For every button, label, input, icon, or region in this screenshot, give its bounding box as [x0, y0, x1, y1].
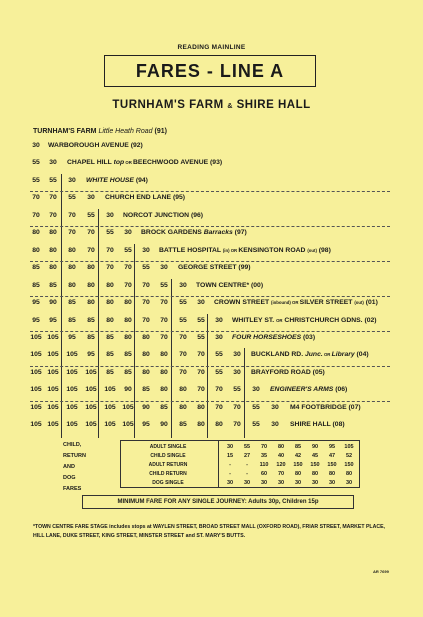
stage-name	[232, 334, 315, 341]
fare-type-value: 110	[259, 462, 269, 468]
stage-name-part: OR	[276, 317, 283, 323]
fare-cell: 80	[49, 229, 57, 237]
fare-type-value: 30	[243, 480, 251, 486]
origin-number: (91)	[154, 128, 167, 135]
fare-cell: 55	[32, 176, 40, 184]
minimum-fare-note: MINIMUM FARE FOR ANY SINGLE JOURNEY: Adults 30p, Children 15p	[82, 495, 354, 509]
fare-cell: 70	[68, 211, 76, 219]
fare-cell: 80	[124, 299, 132, 307]
fare-type-value: 120	[276, 462, 286, 468]
fare-cell: 70	[179, 351, 187, 359]
fare-cell: 80	[142, 333, 150, 341]
fare-type-name: ADULT RETURN	[148, 462, 188, 468]
group-separator	[30, 331, 390, 332]
fare-cell: 55	[197, 316, 205, 324]
stage-name-part: top	[113, 159, 125, 167]
fare-cell: 70	[160, 333, 168, 341]
fare-cell: 30	[68, 176, 76, 184]
legend-line: DOG	[63, 475, 76, 481]
fare-cell: 105	[122, 421, 134, 429]
fare-cell: 105	[66, 403, 78, 411]
fare-cell: 70	[106, 264, 114, 272]
fare-cell: 105	[30, 403, 42, 411]
fare-cell: 80	[68, 264, 76, 272]
fare-type-value: 30	[294, 480, 302, 486]
fare-type-value: 35	[260, 453, 268, 459]
fare-cell: 105	[85, 421, 97, 429]
fare-cell: 90	[160, 421, 168, 429]
fare-cell: 105	[30, 368, 42, 376]
stage-name	[214, 299, 378, 306]
fare-cell: 70	[87, 229, 95, 237]
fare-type-value: 150	[310, 462, 320, 468]
fare-type-value: 70	[277, 471, 285, 477]
stage-name-part: CHURCH END LANE (95)	[105, 194, 186, 202]
fare-cell: 105	[30, 351, 42, 359]
stage-name-part: BATTLE HOSPITAL	[159, 246, 223, 254]
column-divider	[244, 348, 245, 437]
stage-name-part: CROWN STREET	[214, 299, 272, 307]
fare-type-name: ADULT SINGLE	[149, 444, 187, 450]
fare-type-value: 42	[294, 453, 302, 459]
fare-type-value: 80	[328, 471, 336, 477]
fare-cell: 70	[197, 351, 205, 359]
fare-cell: 85	[142, 386, 150, 394]
fare-cell: 105	[122, 403, 134, 411]
fare-cell: 90	[124, 386, 132, 394]
fare-cell: 85	[49, 281, 57, 289]
print-code: AR 7699	[373, 569, 389, 574]
fare-cell: 80	[87, 299, 95, 307]
fare-cell: 105	[66, 351, 78, 359]
stage-name-part: M4 FOOTBRIDGE (07)	[290, 403, 361, 411]
stage-name-part: (out)	[354, 300, 364, 306]
fare-type-value: 80	[345, 471, 353, 477]
fare-type-value: -	[246, 462, 248, 468]
fare-cell: 105	[104, 403, 116, 411]
route-origin	[33, 128, 167, 135]
fare-type-value: 30	[226, 480, 234, 486]
stage-name	[290, 421, 345, 428]
fare-cell: 30	[271, 421, 279, 429]
stage-name-part: (03)	[301, 333, 316, 341]
fare-type-value: 30	[226, 444, 234, 450]
fare-cell: 105	[66, 386, 78, 394]
fare-type-value: 52	[345, 453, 353, 459]
fare-cell: 55	[197, 333, 205, 341]
fare-cell: 55	[68, 194, 76, 202]
stage-name	[141, 229, 247, 236]
stage-name-part: Library	[331, 351, 355, 359]
fare-cell: 80	[106, 299, 114, 307]
fare-cell: 55	[179, 299, 187, 307]
fare-cell: 80	[49, 264, 57, 272]
fare-type-value: 80	[294, 471, 302, 477]
fare-cell: 70	[142, 316, 150, 324]
fare-type-value: 40	[277, 453, 285, 459]
fare-cell: 70	[142, 281, 150, 289]
fare-cell: 80	[215, 421, 223, 429]
stage-name-part: SILVER STREET	[299, 299, 355, 307]
stage-name-part: (06)	[333, 386, 348, 394]
fare-cell: 70	[179, 368, 187, 376]
fare-type-value: 70	[260, 444, 268, 450]
fare-cell: 95	[49, 316, 57, 324]
column-divider	[171, 279, 172, 438]
fare-cell: 30	[271, 403, 279, 411]
stage-name-part: OR	[322, 352, 332, 358]
stage-name-part: FOUR HORSESHOES	[232, 333, 302, 341]
fare-cell: 95	[142, 421, 150, 429]
fare-type-value: 95	[328, 444, 336, 450]
fare-cell: 70	[87, 246, 95, 254]
fare-cell: 30	[233, 368, 241, 376]
stage-name-part: (in) OR	[222, 247, 239, 253]
fare-cell: 90	[49, 299, 57, 307]
fare-cell: 105	[47, 386, 59, 394]
stage-name	[270, 386, 347, 393]
fare-cell: 30	[49, 159, 57, 167]
fare-cell: 105	[85, 368, 97, 376]
column-divider	[207, 314, 208, 438]
stage-name-part: (94)	[133, 176, 148, 184]
fare-cell: 105	[47, 351, 59, 359]
route-subtitle	[0, 99, 423, 111]
stage-name-part: GEORGE STREET (99)	[178, 264, 251, 272]
fare-type-value: -	[246, 471, 248, 477]
fare-cell: 80	[68, 281, 76, 289]
fare-cell: 95	[68, 333, 76, 341]
fare-type-value: 60	[260, 471, 268, 477]
fare-type-value: 55	[243, 444, 251, 450]
fare-type-value: 30	[345, 480, 353, 486]
stage-name	[196, 282, 263, 289]
fare-cell: 30	[106, 211, 114, 219]
fare-type-value: 90	[311, 444, 319, 450]
fare-cell: 70	[179, 333, 187, 341]
fare-cell: 85	[68, 316, 76, 324]
fare-cell: 105	[47, 333, 59, 341]
fare-type-value: -	[229, 462, 231, 468]
fare-cell: 70	[233, 403, 241, 411]
fare-type-value: 27	[243, 453, 251, 459]
fare-cell: 70	[124, 281, 132, 289]
group-separator	[30, 366, 390, 367]
stage-name-part: BROCK GARDENS	[141, 229, 204, 237]
legend-line: AND	[63, 464, 75, 470]
other-fares-legend	[63, 440, 86, 495]
stage-name	[105, 194, 185, 201]
fare-type-value: 80	[311, 471, 319, 477]
legend-line: FARES	[63, 486, 82, 492]
fare-type-value: -	[229, 471, 231, 477]
fare-cell: 105	[47, 403, 59, 411]
fare-cell: 70	[124, 264, 132, 272]
fare-cell: 70	[197, 368, 205, 376]
fare-cell: 30	[215, 316, 223, 324]
fare-cell: 30	[233, 351, 241, 359]
fare-cell: 70	[215, 403, 223, 411]
fare-cell: 55	[252, 421, 260, 429]
fare-cell: 70	[32, 194, 40, 202]
fare-cell: 30	[142, 246, 150, 254]
fare-cell: 70	[49, 211, 57, 219]
fare-cell: 105	[47, 368, 59, 376]
fare-type-value: 80	[277, 444, 285, 450]
stage-name-part: BEECHWOOD AVENUE (93)	[133, 159, 223, 167]
fare-cell: 55	[142, 264, 150, 272]
fare-cell: 105	[47, 421, 59, 429]
fare-cell: 30	[252, 386, 260, 394]
group-separator	[30, 226, 390, 227]
fare-cell: 55	[32, 159, 40, 167]
origin-place: Little Heath Road	[98, 128, 153, 135]
fare-cell: 55	[124, 246, 132, 254]
fare-cell: 105	[66, 421, 78, 429]
mainline-label: READING MAINLINE	[177, 44, 246, 51]
fare-cell: 55	[233, 386, 241, 394]
fare-cell: 85	[160, 403, 168, 411]
fare-type-value: 30	[277, 480, 285, 486]
stage-name	[123, 212, 203, 219]
stage-name-part: BRAYFORD ROAD (05)	[251, 368, 325, 376]
fare-cell: 30	[87, 194, 95, 202]
legend-line: CHILD,	[63, 442, 82, 448]
fare-cell: 80	[68, 246, 76, 254]
fare-cell: 80	[160, 386, 168, 394]
stage-name-part: (01)	[363, 299, 378, 307]
fare-cell: 80	[124, 316, 132, 324]
fare-cell: 80	[32, 229, 40, 237]
stage-name	[86, 177, 148, 184]
fare-cell: 30	[124, 229, 132, 237]
fare-cell: 80	[106, 316, 114, 324]
fare-type-value: 15	[226, 453, 234, 459]
fare-type-value: 150	[344, 462, 354, 468]
stage-name-part: (04)	[354, 351, 369, 359]
town-centre-footnote: *TOWN CENTRE FARE STAGE includes stops at WAYLEN STREET, BROAD STREET MALL (OXFORD ROAD), FRIAR STREET, MARKET PLACE, HILL LANE, DUKE STREET, KING STREET, MINSTER STREET and ST. MARY'S BUTTS.	[33, 524, 385, 539]
subtitle-end: SHIRE HALL	[236, 99, 311, 111]
fare-cell: 30	[160, 264, 168, 272]
fare-cell: 105	[85, 386, 97, 394]
fare-cell: 30	[32, 142, 40, 149]
fare-cell: 95	[32, 299, 40, 307]
fare-type-value: 45	[311, 453, 319, 459]
fare-cell: 85	[124, 351, 132, 359]
stage-name	[232, 317, 377, 324]
stage-name-part: WHITE HOUSE	[86, 176, 134, 184]
group-separator	[30, 296, 390, 297]
column-divider	[134, 244, 135, 438]
fare-cell: 70	[106, 246, 114, 254]
fare-cell: 95	[32, 316, 40, 324]
fare-cell: 70	[142, 299, 150, 307]
fare-cell: 85	[106, 368, 114, 376]
fare-cell: 70	[215, 386, 223, 394]
fare-cell: 55	[87, 211, 95, 219]
fare-cell: 85	[87, 316, 95, 324]
group-separator	[30, 191, 390, 192]
fare-cell: 80	[197, 421, 205, 429]
subtitle-start: TURNHAM'S FARM	[112, 99, 224, 111]
fare-cell: 85	[106, 333, 114, 341]
fare-cell: 80	[87, 264, 95, 272]
stage-name-part: BUCKLAND RD.	[251, 351, 305, 359]
stage-name	[48, 142, 143, 149]
fare-cell: 80	[160, 351, 168, 359]
stage-name-part: WARBOROUGH AVENUE (92)	[48, 142, 143, 149]
stage-name-part: WHITLEY ST.	[232, 316, 277, 324]
fare-cell: 70	[49, 194, 57, 202]
fare-cell: 80	[142, 351, 150, 359]
column-divider	[61, 174, 62, 438]
stage-name-part: (inbound) OR	[271, 300, 300, 306]
fare-cell: 30	[197, 299, 205, 307]
fare-cell: 80	[179, 403, 187, 411]
fare-cell: 80	[32, 246, 40, 254]
fare-cell: 80	[49, 246, 57, 254]
fare-cell: 70	[233, 421, 241, 429]
stage-name-part: (out)	[307, 247, 317, 253]
fare-cell: 105	[30, 333, 42, 341]
fare-types-divider	[218, 441, 219, 487]
column-divider	[98, 209, 99, 438]
fare-cell: 105	[85, 403, 97, 411]
fare-cell: 80	[142, 368, 150, 376]
fare-type-value: 30	[311, 480, 319, 486]
stage-name-part: CHRISTCHURCH GDNS. (02)	[282, 316, 377, 324]
stage-name-part: KENSINGTON ROAD	[238, 246, 308, 254]
fare-cell: 80	[106, 281, 114, 289]
fare-cell: 70	[197, 386, 205, 394]
fare-cell: 85	[87, 333, 95, 341]
stage-name-part: CHAPEL HILL	[67, 159, 114, 167]
fare-type-value: 30	[260, 480, 268, 486]
fare-cell: 85	[106, 351, 114, 359]
fare-cell: 80	[179, 386, 187, 394]
fare-type-value: 150	[327, 462, 337, 468]
fare-cell: 70	[32, 211, 40, 219]
fare-type-value: 105	[344, 444, 354, 450]
fare-type-value: 150	[293, 462, 303, 468]
subtitle-ampersand: &	[227, 103, 233, 110]
fare-cell: 55	[106, 229, 114, 237]
fare-type-value: 85	[294, 444, 302, 450]
fare-cell: 55	[215, 351, 223, 359]
stage-name-part: (98)	[316, 246, 331, 254]
fare-cell: 55	[49, 176, 57, 184]
fare-cell: 85	[32, 281, 40, 289]
fare-cell: 30	[179, 281, 187, 289]
fare-cell: 80	[197, 403, 205, 411]
fare-cell: 80	[160, 368, 168, 376]
fare-cell: 105	[30, 386, 42, 394]
stage-name-part: TOWN CENTRE* (00)	[196, 281, 264, 289]
fare-cell: 70	[68, 229, 76, 237]
fare-cell: 85	[124, 368, 132, 376]
origin-name: TURNHAM'S FARM	[33, 128, 97, 135]
fare-type-name: DOG SINGLE	[152, 480, 184, 486]
stage-name-part: (97)	[232, 229, 247, 237]
fare-cell: 55	[215, 368, 223, 376]
group-separator	[30, 401, 390, 402]
stage-name	[251, 369, 325, 376]
group-separator	[30, 261, 390, 262]
stage-name-part: NORCOT JUNCTION (96)	[123, 211, 204, 219]
fare-type-value: 47	[328, 453, 336, 459]
stage-name-part: Barracks	[203, 229, 233, 237]
fare-cell: 105	[66, 368, 78, 376]
fare-cell: 105	[30, 421, 42, 429]
fare-cell: 85	[68, 299, 76, 307]
fare-types-table	[120, 440, 360, 488]
page-title: FARES - LINE A	[104, 55, 316, 87]
fare-cell: 55	[179, 316, 187, 324]
fare-type-value: 30	[328, 480, 336, 486]
fare-cell: 85	[179, 421, 187, 429]
fare-cell: 90	[142, 403, 150, 411]
fare-cell: 105	[104, 386, 116, 394]
stage-name-part: OR	[124, 160, 133, 166]
fare-cell: 105	[104, 421, 116, 429]
stage-name-part: ENGINEER'S ARMS	[270, 386, 334, 394]
fare-cell: 95	[87, 351, 95, 359]
fare-cell: 55	[160, 281, 168, 289]
fare-cell: 55	[252, 403, 260, 411]
fare-cell: 80	[87, 281, 95, 289]
fare-cell: 70	[160, 316, 168, 324]
stage-name	[67, 159, 222, 166]
stage-name-part: SHIRE HALL (08)	[290, 421, 345, 429]
fare-cell: 80	[124, 333, 132, 341]
fare-type-name: CHILD RETURN	[149, 471, 187, 477]
fare-cell: 70	[160, 299, 168, 307]
fare-cell: 30	[215, 333, 223, 341]
fare-type-name: CHILD SINGLE	[150, 453, 186, 459]
stage-name	[290, 404, 361, 411]
stage-name	[251, 351, 369, 358]
stage-name	[178, 264, 251, 271]
fare-cell: 85	[32, 264, 40, 272]
legend-line: RETURN	[63, 453, 86, 459]
stage-name	[159, 247, 331, 254]
stage-name-part: Junc.	[305, 351, 323, 359]
